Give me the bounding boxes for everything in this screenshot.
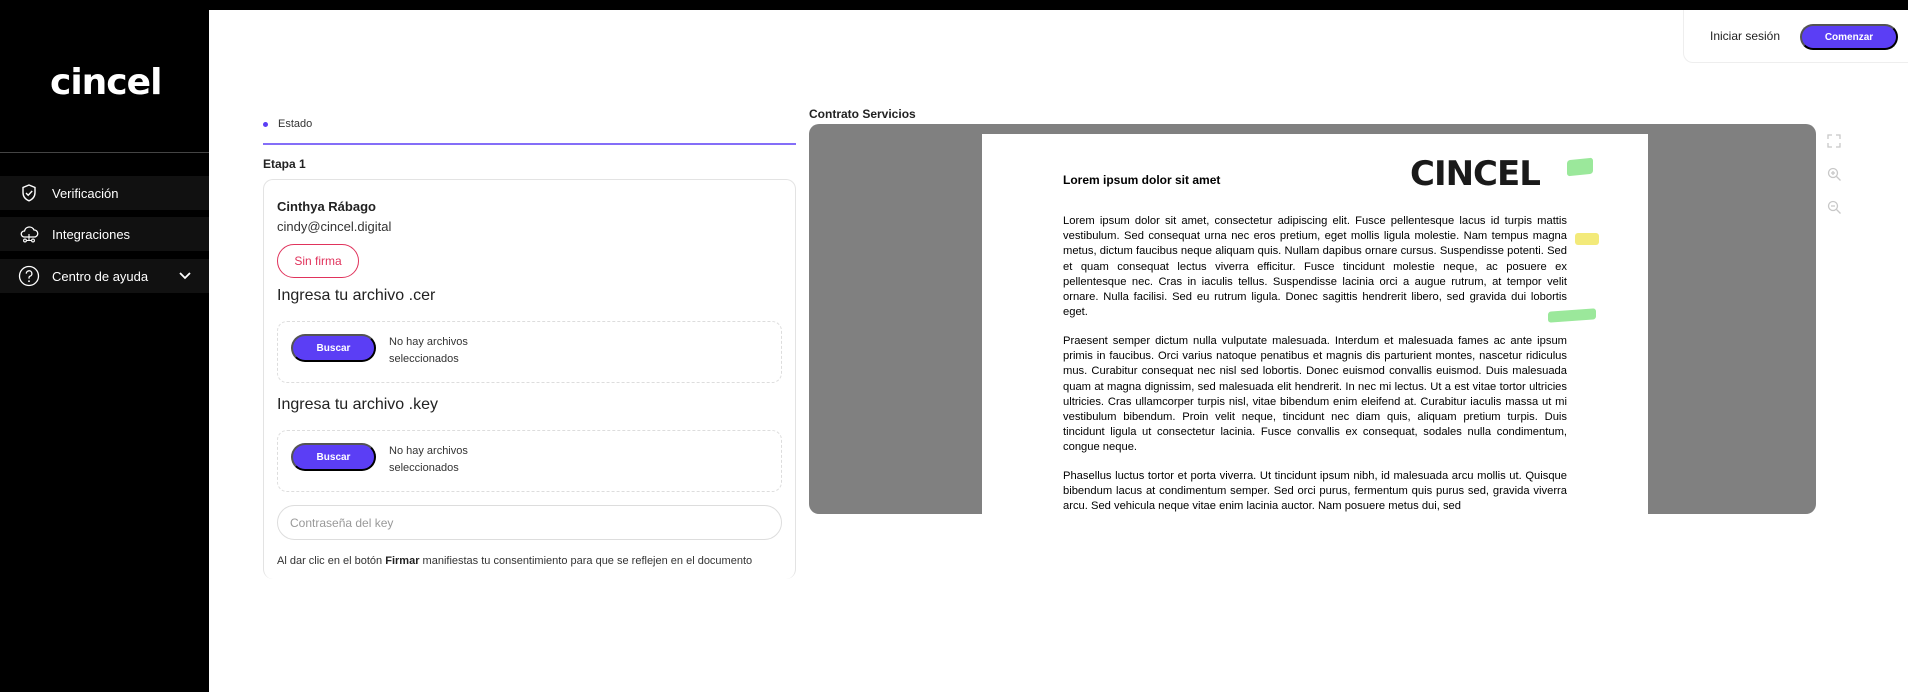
signer-email: cindy@cincel.digital bbox=[277, 219, 392, 234]
cer-no-files-text: No hay archivos seleccionados bbox=[389, 336, 468, 365]
sidebar-item-integraciones[interactable] bbox=[0, 217, 209, 251]
zoom-in-icon[interactable] bbox=[1826, 166, 1842, 182]
status-dot bbox=[263, 122, 268, 127]
shield-check-icon bbox=[18, 182, 40, 204]
consent-text: Al dar clic en el botón Firmar manifiestas tu consentimiento para que se reflejen en el documento bbox=[277, 555, 753, 567]
key-no-files-text: No hay archivos seleccionados bbox=[389, 445, 468, 474]
sidebar-item-label: Centro de ayuda bbox=[52, 268, 149, 284]
viewer-tools bbox=[1826, 133, 1842, 149]
key-search-button[interactable]: Buscar bbox=[291, 443, 376, 471]
status-badge: Sin firma bbox=[277, 244, 359, 278]
document-logo: CINCEL bbox=[1410, 154, 1540, 194]
sidebar-item-centro-de-ayuda[interactable] bbox=[0, 259, 209, 293]
document-paragraph: Phasellus luctus tortor et porta viverra. Ut tincidunt ipsum nibh, id malesuada arcu mollis ut. Quisque bibendum lacus at condimentum semper. Sed orci purus, fermentum quis purus sed, gravida viverra arcu. Sed vehicula neque vitae enim lacinia auctor. Nam posuere metus dui, sed bbox=[1063, 470, 1567, 513]
document-title: Contrato Servicios bbox=[809, 107, 916, 121]
status-label: Estado bbox=[278, 118, 313, 130]
sidebar-item-label: Integraciones bbox=[52, 226, 131, 242]
cincel-logo[interactable]: cincel bbox=[50, 62, 162, 103]
top-bar bbox=[0, 0, 1908, 10]
login-link[interactable]: Iniciar sesión bbox=[1710, 29, 1781, 43]
key-section-title: Ingresa tu archivo .key bbox=[277, 396, 438, 413]
help-circle-icon bbox=[18, 265, 40, 287]
document-paragraph: Praesent semper dictum nulla vulputate malesuada. Interdum et malesuada fames ac ante ipsum primis in faucibus. Orci varius natoque penatibus et magnis dis parturient montes, nascetur ridiculus mus. Curabitur consequat nec nisl sed lobortis. Donec euismod convallis euismod. Duis malesuada quam at magna dignissim, sed malesuada elit hendrerit. In nec mi lectus. Ut a est vitae tortor ultricies ultricies. Cras ullamcorper turpis nisl, vitae bibendum enim eleifend at. Curabitur iaculis massa ut mi vestibulum bibendum. Proin velit neque, tincidunt nec diam quis, aliquam pretium turpis. Duis tincidunt ligula ut consectetur lacinia. Fusce convallis ex consequat, sodales nulla condimentum, congue neque. bbox=[1063, 335, 1567, 454]
green-highlight-mark bbox=[1567, 158, 1593, 177]
expand-icon[interactable] bbox=[1826, 133, 1842, 149]
stage-title: Etapa 1 bbox=[263, 157, 306, 171]
sidebar bbox=[0, 10, 209, 692]
key-password-input[interactable] bbox=[277, 505, 782, 540]
progress-line bbox=[263, 143, 796, 145]
document-page bbox=[982, 134, 1648, 514]
signer-name: Cinthya Rábago bbox=[277, 199, 376, 214]
sidebar-item-verificacion[interactable] bbox=[0, 176, 209, 210]
yellow-highlight-mark bbox=[1575, 233, 1599, 245]
document-viewer[interactable] bbox=[809, 124, 1816, 514]
sidebar-divider bbox=[0, 152, 209, 153]
cloud-network-icon bbox=[18, 223, 40, 245]
document-paragraph: Lorem ipsum dolor sit amet, consectetur adipiscing elit. Fusce pellentesque lacus id turpis mattis vestibulum. Sed consequat urna nec eros pretium, eget mollis ligula molestie. Nam tempus magna metus, dictum faucibus neque aliquam quis. Nullam dapibus ornare cursus. Suspendisse potenti. Sed et quam consequat lectus viverra efficitur. Fusce tincidunt molestie neque, ac posuere ex pellentesque nec. Cras in iaculis tellus. Suspendisse lacinia orci a augue rutrum, at tempor velit ornare. Nulla facilisi. Sed eu rutrum ligula. Donec sagittis hendrerit libero, sed gravida dui lobortis eget. bbox=[1063, 215, 1567, 319]
cer-section-title: Ingresa tu archivo .cer bbox=[277, 287, 436, 304]
sidebar-item-label: Verificación bbox=[52, 185, 119, 201]
start-button[interactable]: Comenzar bbox=[1800, 24, 1898, 50]
zoom-out-icon[interactable] bbox=[1826, 199, 1842, 215]
chevron-down-icon[interactable] bbox=[177, 267, 193, 286]
status-step bbox=[263, 118, 312, 130]
cer-search-button[interactable]: Buscar bbox=[291, 334, 376, 362]
consent-sign-keyword: Firmar bbox=[385, 555, 420, 567]
document-heading: Lorem ipsum dolor sit amet bbox=[1063, 173, 1221, 187]
